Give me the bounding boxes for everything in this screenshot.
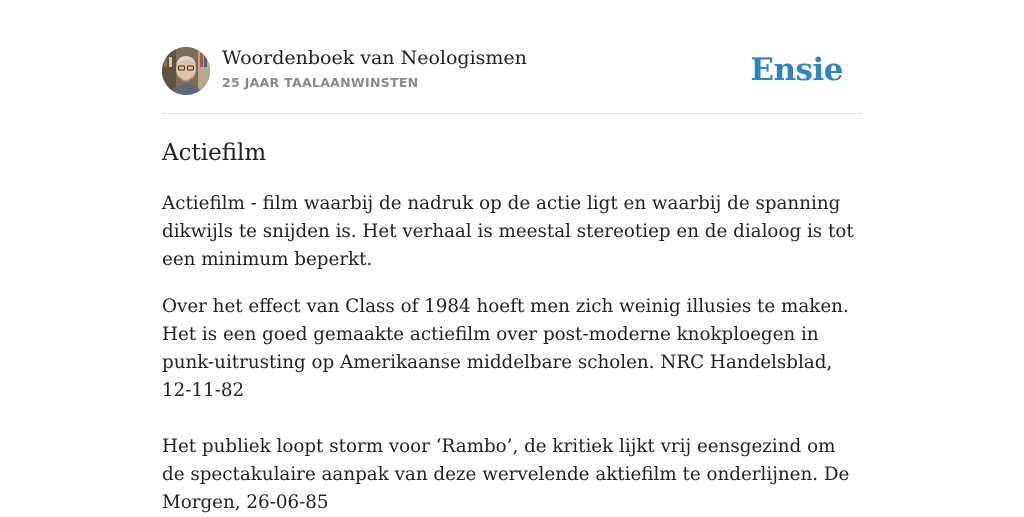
entry-quotes [162, 293, 862, 517]
source-subtitle: 25 JAAR TAALAANWINSTEN [222, 75, 419, 90]
portrait-avatar-icon [162, 47, 210, 95]
entry-title: Actiefilm [162, 140, 267, 166]
entry-definition: Actiefilm - film waarbij de nadruk op de actie ligt en waarbij de spanning dikwijls te snijden is. Het verhaal is meestal stereotiep en de dialoog is tot een minimum beperkt. [162, 193, 854, 270]
quote-paragraph: Het publiek loopt storm voor ‘Rambo’, de kritiek lijkt vrij eensgezind om de spectakulaire aanpak van deze wervelende aktiefilm te onderlijnen. De Morgen, 26-06-85 [162, 436, 850, 513]
source-name[interactable]: Woordenboek van Neologismen [222, 47, 527, 69]
source-header [162, 0, 862, 114]
entry-card [162, 0, 862, 513]
ensie-logo[interactable]: Ensie [750, 52, 843, 88]
quote-paragraph: Over het effect van Class of 1984 hoeft men zich weinig illusies te maken. Het is een goed gemaakte actiefilm over post-moderne knokploegen in punk-uitrusting op Amerikaanse middelbare scholen. NRC Handelsblad, 12-11-82 [162, 296, 849, 401]
source-avatar[interactable] [162, 47, 210, 95]
